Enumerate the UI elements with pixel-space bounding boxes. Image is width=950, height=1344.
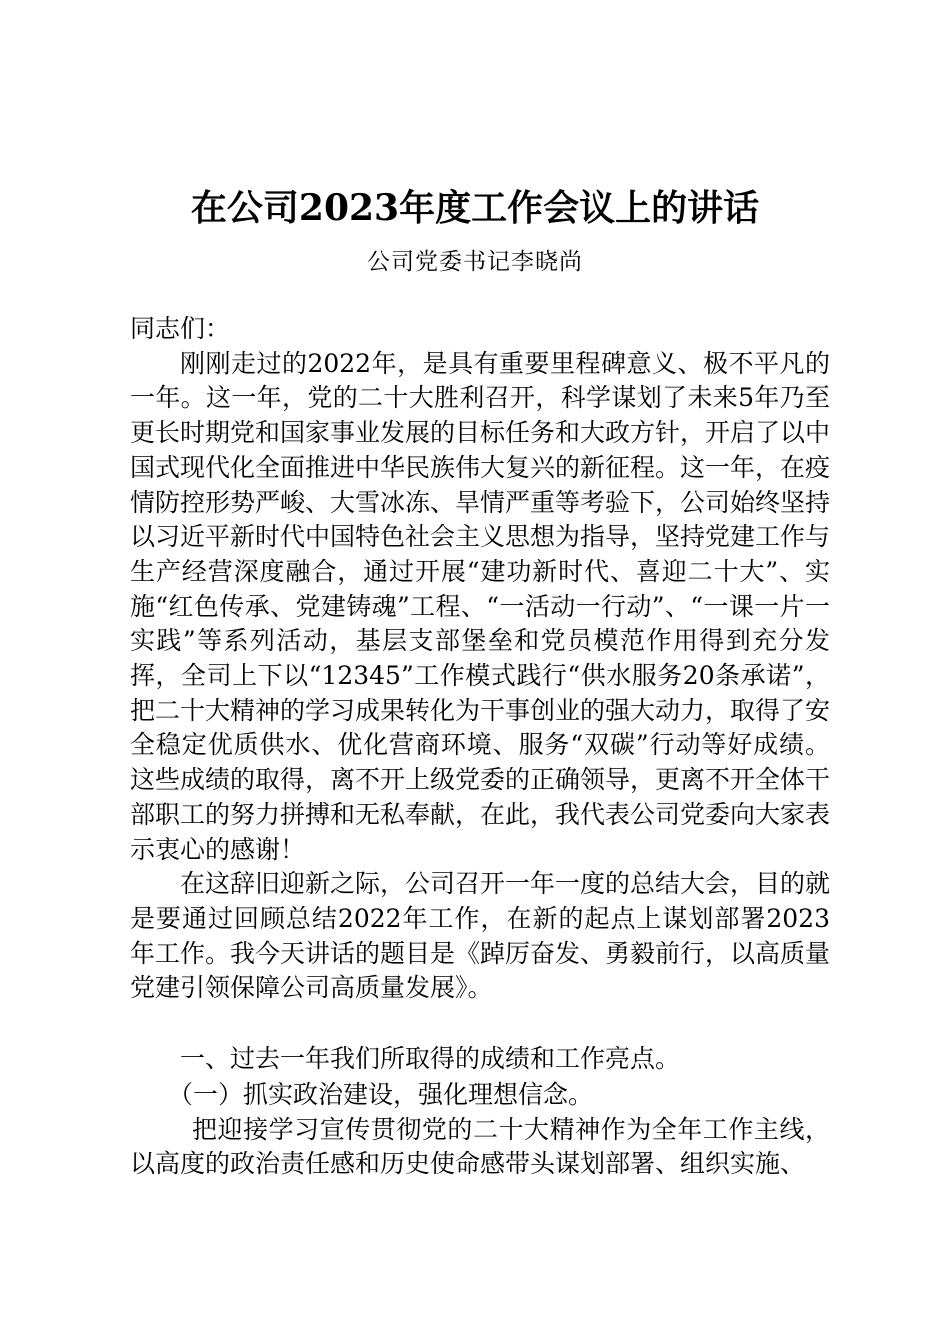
salutation: 同志们：: [130, 314, 231, 343]
paragraph-2: 在这辞旧迎新之际，公司召开一年一度的总结大会，目的就是要通过回顾总结2022年工作，在新的起点上谋划部署2023年工作。我今天讲话的题目是《踔厉奋发、勇毅前行，以高质量党建引领保障公司高质量发展》。: [130, 869, 831, 1003]
section-spacer: [130, 1006, 830, 1040]
document-body: [130, 312, 830, 1182]
section-heading-1: 一、过去一年我们所取得的成绩和工作亮点。: [180, 1044, 681, 1074]
document-author: 公司党委书记李晓尚: [367, 249, 583, 275]
subsection-paragraph-1: 把迎接学习宣传贯彻党的二十大精神作为全年工作主线，以高度的政治责任感和历史使命感带头谋划部署、组织实施、: [130, 1114, 830, 1179]
paragraph-1: 刚刚走过的2022年，是具有重要里程碑意义、极不平凡的一年。这一年，党的二十大胜利召开，科学谋划了未来5年乃至更长时期党和国家事业发展的目标任务和大政方针，开启了以中国式现代化全面推进中华民族伟大复兴的新征程。这一年，在疫情防控形势严峻、大雪冰冻、旱情严重等考验下，公司始终坚持以习近平新时代中国特色社会主义思想为指导，坚持党建工作与生产经营深度融合，通过开展“建功新时代、喜迎二十大”、实施“红色传承、党建铸魂”工程、“一活动一行动”、“一课一片一实践”等系列活动，基层支部堡垒和党员模范作用得到充分发挥，全司上下以“12345”工作模式践行“供水服务20条承诺”，把二十大精神的学习成果转化为干事创业的强大动力，取得了安全稳定优质供水、优化营商环境、服务“双碳”行动等好成绩。这些成绩的取得，离不开上级党委的正确领导，更离不开全体干部职工的努力拼搏和无私奉献，在此，我代表公司党委向大家表示衷心的感谢！: [130, 348, 831, 864]
subsection-heading-1: （一）抓实政治建设，强化理想信念。: [168, 1080, 594, 1110]
document-title: 在公司2023年度工作会议上的讲话: [190, 187, 760, 229]
